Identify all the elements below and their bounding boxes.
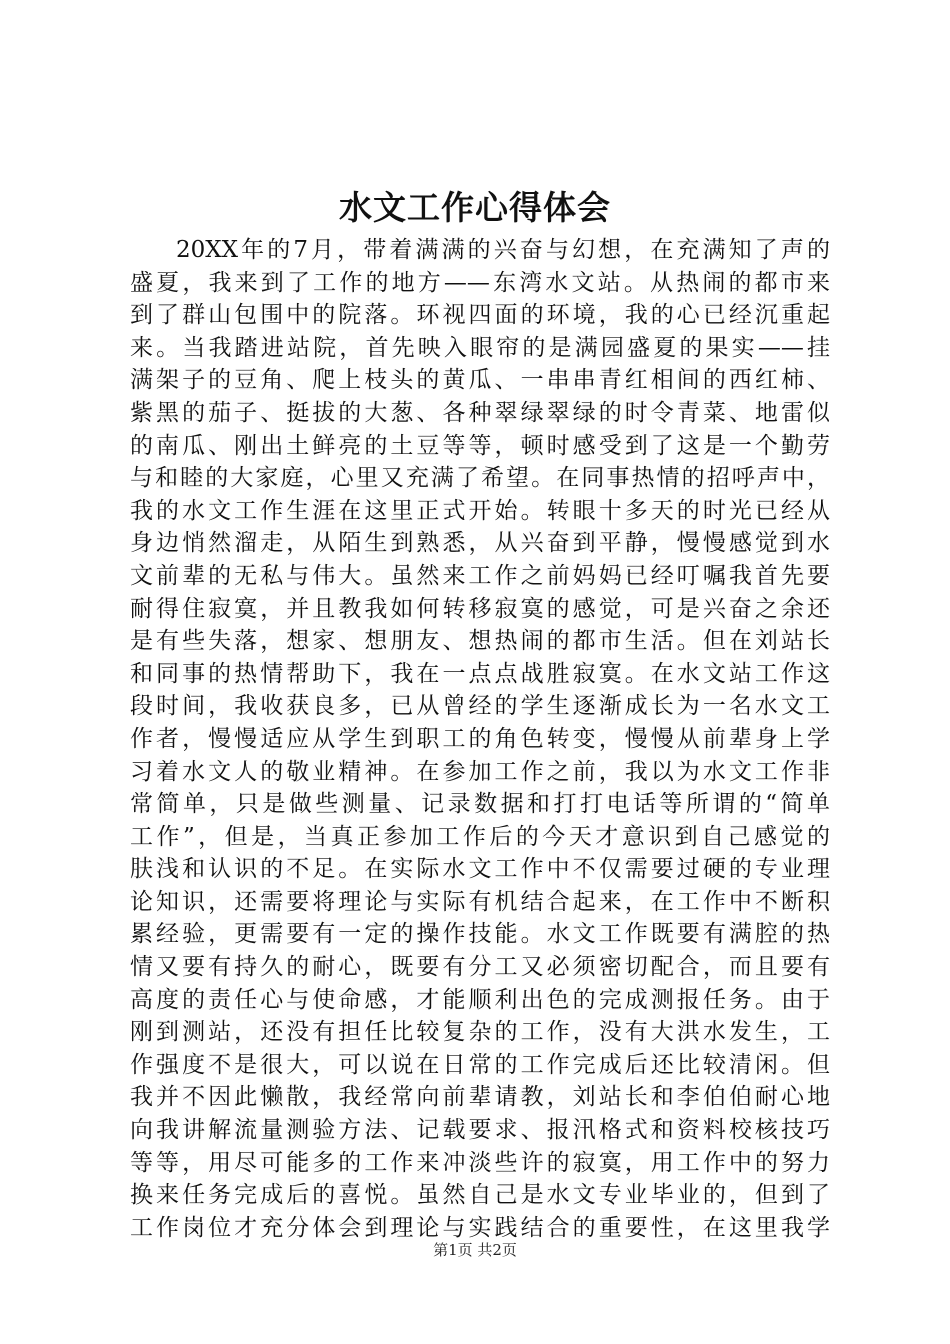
body-text-line: 盛夏，我来到了工作的地方——东湾水文站。从热闹的都市来 — [130, 269, 830, 296]
body-text-line: 和同事的热情帮助下，我在一点点战胜寂寞。在水文站工作这 — [130, 660, 830, 687]
body-text-line: 与和睦的大家庭，心里又充满了希望。在同事热情的招呼声中， — [130, 465, 830, 492]
body-text-line: 是有些失落，想家、想朋友、想热闹的都市生活。但在刘站长 — [130, 628, 830, 655]
body-text-line: 耐得住寂寞，并且教我如何转移寂寞的感觉，可是兴奋之余还 — [130, 595, 830, 622]
body-text-line: 的南瓜、刚出土鲜亮的土豆等等，顿时感受到了这是一个勤劳 — [130, 432, 830, 459]
document-body — [130, 234, 830, 1244]
body-text-line: 论知识，还需要将理论与实际有机结合起来，在工作中不断积 — [130, 888, 830, 915]
body-text-line: 等等，用尽可能多的工作来冲淡些许的寂寞，用工作中的努力 — [130, 1149, 830, 1176]
body-text-line: 满架子的豆角、爬上枝头的黄瓜、一串串青红相间的西红柿、 — [130, 367, 830, 394]
body-text-line: 我并不因此懒散，我经常向前辈请教，刘站长和李伯伯耐心地 — [130, 1084, 830, 1111]
body-text-line: 换来任务完成后的喜悦。虽然自己是水文专业毕业的，但到了 — [130, 1182, 830, 1209]
body-text-line: 我的水文工作生涯在这里正式开始。转眼十多天的时光已经从 — [130, 497, 830, 524]
body-text-line: 来。当我踏进站院，首先映入眼帘的是满园盛夏的果实——挂 — [130, 334, 830, 361]
body-text-line: 高度的责任心与使命感，才能顺利出色的完成测报任务。由于 — [130, 986, 830, 1013]
body-text-line: 累经验，更需要有一定的操作技能。水文工作既要有满腔的热 — [130, 921, 830, 948]
document-title: 水文工作心得体会 — [339, 188, 611, 227]
page-footer: 第1页 共2页 — [433, 1241, 517, 1259]
body-text-line: 文前辈的无私与伟大。虽然来工作之前妈妈已经叮嘱我首先要 — [130, 562, 830, 589]
body-text-line: 刚到测站，还没有担任比较复杂的工作，没有大洪水发生，工 — [130, 1019, 830, 1046]
body-text-line: 工作”，但是，当真正参加工作后的今天才意识到自己感觉的 — [130, 823, 830, 850]
body-text-line: 常简单，只是做些测量、记录数据和打打电话等所谓的“简单 — [130, 791, 830, 818]
body-text-line: 肤浅和认识的不足。在实际水文工作中不仅需要过硬的专业理 — [130, 856, 830, 883]
body-text-line: 作强度不是很大，可以说在日常的工作完成后还比较清闲。但 — [130, 1051, 830, 1078]
body-text-line: 身边悄然溜走，从陌生到熟悉，从兴奋到平静，慢慢感觉到水 — [130, 530, 830, 557]
body-text-line: 情又要有持久的耐心，既要有分工又必须密切配合，而且要有 — [130, 954, 830, 981]
body-text-line: 作者，慢慢适应从学生到职工的角色转变，慢慢从前辈身上学 — [130, 725, 830, 752]
body-text-line: 20XX年的7月，带着满满的兴奋与幻想，在充满知了声的 — [176, 237, 830, 263]
body-text-line: 紫黑的茄子、挺拔的大葱、各种翠绿翠绿的时令青菜、地雷似 — [130, 399, 830, 426]
body-text-line: 到了群山包围中的院落。环视四面的环境，我的心已经沉重起 — [130, 302, 830, 329]
body-text-line: 工作岗位才充分体会到理论与实践结合的重要性，在这里我学 — [130, 1214, 830, 1241]
body-text-line: 习着水文人的敬业精神。在参加工作之前，我以为水文工作非 — [130, 758, 830, 785]
body-text-line: 段时间，我收获良多，已从曾经的学生逐渐成长为一名水文工 — [130, 693, 830, 720]
body-text-line: 向我讲解流量测验方法、记载要求、报汛格式和资料校核技巧 — [130, 1117, 830, 1144]
